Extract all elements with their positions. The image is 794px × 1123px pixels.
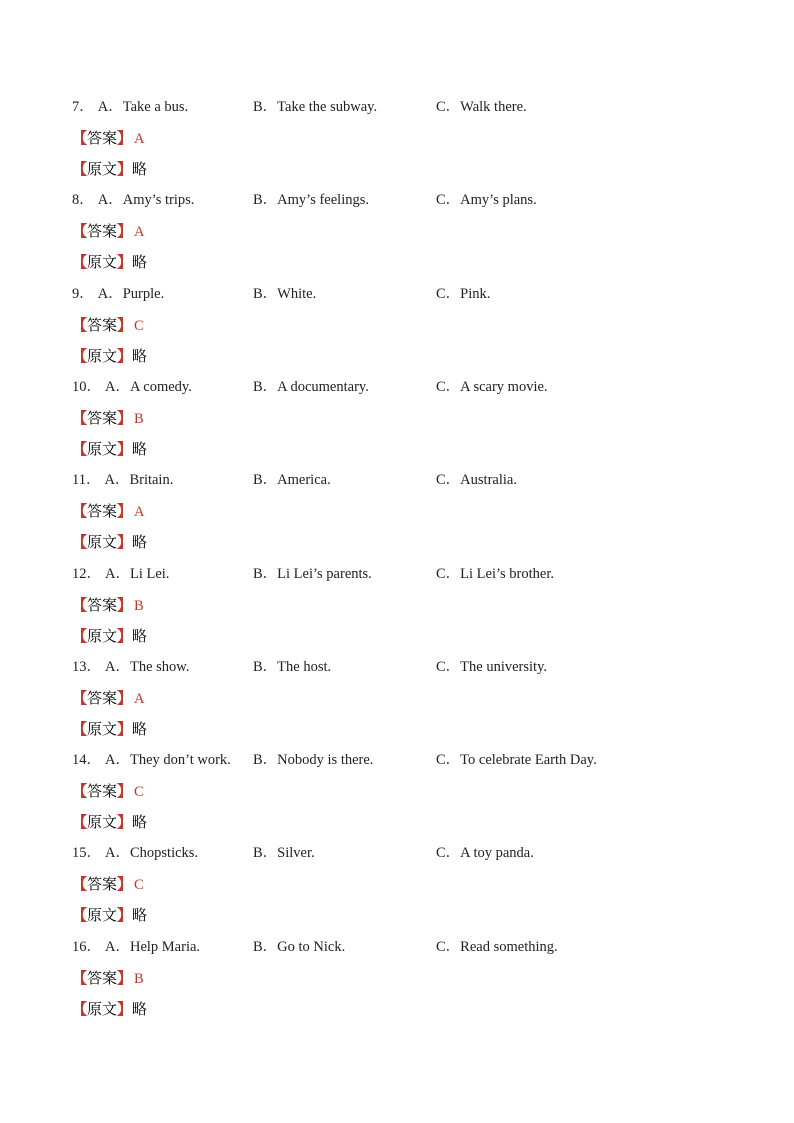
option-a [72, 282, 164, 306]
option-b: B．Amy’s feelings. [253, 192, 369, 209]
question-options-row [72, 562, 732, 586]
answer-label: 答案 [87, 315, 118, 334]
answer-row [72, 313, 144, 337]
bracket-open: 【 [72, 315, 88, 334]
option-a-text: A．Take a bus. [97, 99, 189, 115]
option-a-text: A．Amy’s trips. [97, 192, 195, 209]
bracket-close: 】 [117, 782, 133, 801]
answer-row [72, 499, 145, 523]
answer-label: 答案 [87, 875, 118, 894]
source-value: 略 [132, 626, 148, 645]
option-b: B．Silver. [253, 845, 315, 862]
bracket-close: 】 [117, 968, 133, 987]
bracket-close: 】 [117, 688, 133, 707]
answer-label: 答案 [87, 782, 118, 801]
answer-value: A [134, 504, 145, 521]
question-options-row [72, 935, 732, 959]
bracket-open: 【 [72, 999, 88, 1018]
bracket-open: 【 [72, 813, 88, 832]
option-b: B．Li Lei’s parents. [253, 565, 372, 582]
option-c: C．The university. [436, 658, 548, 675]
option-a [72, 562, 169, 586]
source-row [72, 344, 147, 368]
source-label: 原文 [87, 160, 118, 178]
option-a [72, 375, 192, 399]
source-label: 原文 [87, 719, 118, 738]
answer-row [72, 593, 144, 617]
source-value: 略 [132, 906, 148, 925]
source-value: 略 [132, 253, 148, 272]
bracket-open: 【 [72, 688, 88, 707]
bracket-open: 【 [72, 346, 88, 365]
bracket-close: 】 [117, 408, 133, 427]
option-b: B．Go to Nick. [253, 938, 346, 955]
source-label: 原文 [87, 346, 118, 365]
option-a-text: A．A comedy. [105, 378, 192, 395]
bracket-close: 】 [117, 502, 133, 521]
source-row [72, 157, 147, 181]
option-a [72, 95, 188, 119]
option-a [72, 935, 200, 959]
bracket-open: 【 [72, 408, 88, 427]
answer-label: 答案 [87, 502, 118, 521]
source-value: 略 [132, 160, 148, 178]
bracket-open: 【 [72, 968, 88, 987]
option-c: C．To celebrate Earth Day. [436, 752, 597, 769]
option-c: C．Australia. [436, 472, 517, 489]
bracket-close: 】 [117, 222, 133, 241]
bracket-close: 】 [117, 719, 133, 738]
bracket-close: 】 [117, 813, 133, 832]
bracket-open: 【 [72, 222, 88, 241]
source-label: 原文 [87, 533, 118, 552]
answer-value: C [134, 317, 144, 334]
source-row [72, 437, 147, 461]
source-label: 原文 [87, 813, 118, 832]
answer-value: B [134, 970, 144, 987]
source-label: 原文 [87, 906, 118, 925]
option-a-text: A．Li Lei. [105, 565, 170, 582]
source-row [72, 997, 147, 1021]
source-label: 原文 [87, 253, 118, 272]
option-a [72, 468, 173, 492]
source-row [72, 530, 147, 554]
source-label: 原文 [87, 439, 118, 458]
answer-label: 答案 [87, 968, 118, 987]
question-number: 10． [72, 378, 101, 395]
question-options-row [72, 655, 732, 679]
question-number: 14． [72, 752, 101, 769]
source-row [72, 903, 147, 927]
option-c: C．Pink. [436, 285, 491, 302]
bracket-open: 【 [72, 626, 88, 645]
question-number: 8． [72, 192, 94, 209]
bracket-close: 】 [117, 346, 133, 365]
answer-label: 答案 [87, 129, 118, 147]
option-c: C．Walk there. [436, 99, 527, 115]
bracket-close: 】 [117, 875, 133, 894]
answer-label: 答案 [87, 222, 118, 241]
option-b: B．America. [253, 472, 331, 489]
option-c: C．A scary movie. [436, 378, 548, 395]
answer-row [72, 686, 145, 710]
answer-value: C [134, 784, 144, 801]
bracket-open: 【 [72, 719, 88, 738]
source-value: 略 [132, 439, 148, 458]
source-value: 略 [132, 346, 148, 365]
question-options-row [72, 375, 732, 399]
answer-value: B [134, 410, 144, 427]
bracket-open: 【 [72, 875, 88, 894]
answer-label: 答案 [87, 408, 118, 427]
answer-value: A [134, 224, 145, 241]
option-c: C．Read something. [436, 938, 558, 955]
question-number: 7． [72, 99, 94, 115]
source-row [72, 717, 147, 741]
bracket-close: 】 [117, 253, 133, 272]
bracket-close: 】 [117, 129, 133, 147]
question-options-row [72, 188, 732, 212]
question-options-row [72, 282, 732, 306]
answer-row [72, 779, 144, 803]
option-a [72, 188, 194, 212]
question-number: 9． [72, 285, 94, 302]
answer-value: C [134, 877, 144, 894]
bracket-open: 【 [72, 533, 88, 552]
answer-value: A [134, 131, 145, 147]
option-c: C．A toy panda. [436, 845, 534, 862]
bracket-close: 】 [117, 906, 133, 925]
option-a-text: A．Purple. [97, 285, 165, 302]
source-row [72, 624, 147, 648]
question-number: 13． [72, 658, 101, 675]
question-number: 15． [72, 845, 101, 862]
option-b: B．Nobody is there. [253, 752, 374, 769]
option-a-text: A．They don’t work. [105, 752, 231, 769]
source-value: 略 [132, 813, 148, 832]
option-a [72, 748, 231, 772]
bracket-close: 】 [117, 160, 133, 178]
source-value: 略 [132, 719, 148, 738]
answer-value: B [134, 597, 144, 614]
answer-row [72, 219, 145, 243]
source-row [72, 250, 147, 274]
question-options-row [72, 468, 732, 492]
bracket-open: 【 [72, 595, 88, 614]
option-a-text: A．Chopsticks. [105, 845, 199, 862]
question-number: 16． [72, 938, 101, 955]
bracket-close: 】 [117, 595, 133, 614]
option-b: B．A documentary. [253, 378, 369, 395]
question-number: 11． [72, 472, 101, 489]
answer-row [72, 966, 144, 990]
option-c: C．Li Lei’s brother. [436, 565, 554, 582]
source-value: 略 [132, 999, 148, 1018]
option-c: C．Amy’s plans. [436, 192, 537, 209]
bracket-close: 】 [117, 315, 133, 334]
source-row [72, 810, 147, 834]
question-options-row [72, 748, 732, 772]
bracket-open: 【 [72, 439, 88, 458]
bracket-open: 【 [72, 129, 88, 147]
answer-label: 答案 [87, 688, 118, 707]
question-options-row [72, 841, 732, 865]
source-label: 原文 [87, 999, 118, 1018]
question-number: 12． [72, 565, 101, 582]
option-a-text: A．Britain. [104, 472, 174, 489]
question-options-row [72, 95, 732, 119]
answer-value: A [134, 690, 145, 707]
option-a-text: A．Help Maria. [105, 938, 201, 955]
answer-label: 答案 [87, 595, 118, 614]
option-b: B．White. [253, 285, 317, 302]
option-a-text: A．The show. [105, 658, 190, 675]
option-b: B．The host. [253, 658, 332, 675]
option-a [72, 841, 198, 865]
bracket-open: 【 [72, 782, 88, 801]
answer-row [72, 872, 144, 896]
source-value: 略 [132, 533, 148, 552]
bracket-close: 】 [117, 626, 133, 645]
answer-row [72, 126, 145, 150]
source-label: 原文 [87, 626, 118, 645]
bracket-open: 【 [72, 906, 88, 925]
option-a [72, 655, 189, 679]
bracket-close: 】 [117, 533, 133, 552]
option-b: B．Take the subway. [253, 99, 378, 115]
bracket-close: 】 [117, 439, 133, 458]
bracket-close: 】 [117, 999, 133, 1018]
bracket-open: 【 [72, 160, 88, 178]
bracket-open: 【 [72, 253, 88, 272]
answer-row [72, 406, 144, 430]
bracket-open: 【 [72, 502, 88, 521]
